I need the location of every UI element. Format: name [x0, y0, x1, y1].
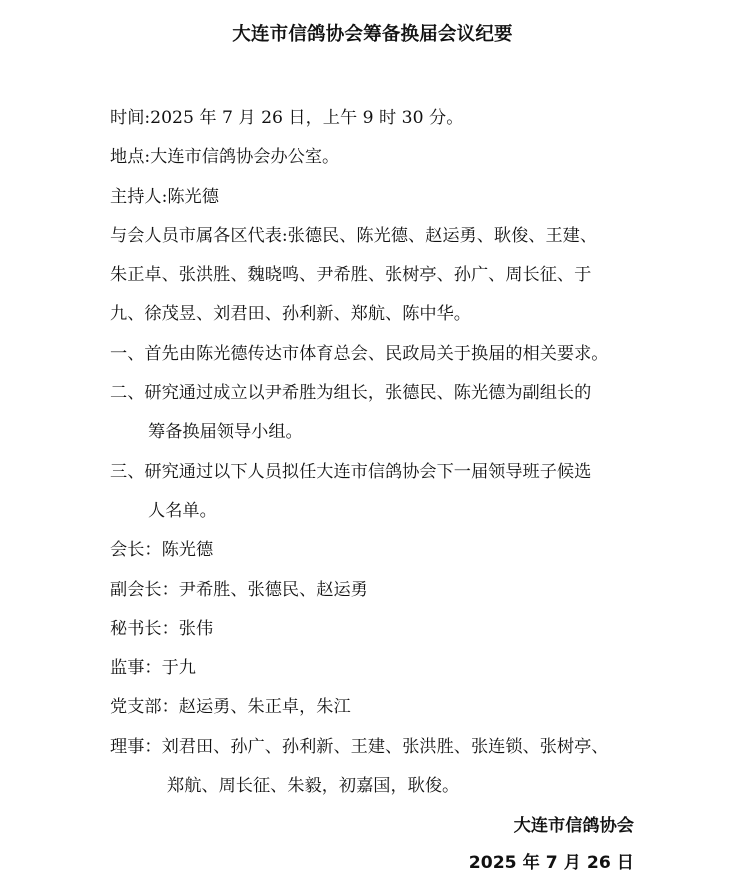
attendees-line-3: 九、徐茂昱、刘君田、孙利新、郑航、陈中华。: [110, 304, 471, 325]
item-two-line-2: 筹备换届领导小组。: [148, 422, 303, 443]
meeting-location-line: 地点:大连市信鸽协会办公室。: [110, 147, 340, 168]
attendees-line-2: 朱正卓、张洪胜、魏晓鸣、尹希胜、张树亭、孙广、周长征、于: [110, 265, 592, 286]
attendees-line-1: 与会人员市属各区代表:张德民、陈光德、赵运勇、耿俊、王建、: [110, 225, 598, 246]
item-two-line-1: 二、研究通过成立以尹希胜为组长，张德民、陈光德为副组长的: [110, 383, 592, 404]
signature-organization: 大连市信鸽协会: [513, 816, 634, 836]
document-title: 大连市信鸽协会筹备换届会议纪要: [232, 24, 513, 45]
directors-line-1: 理事：刘君田、孙广、孙利新、王建、张洪胜、张连锁、张树亭、: [110, 736, 609, 757]
item-three-line-2: 人名单。: [148, 500, 217, 521]
signature-date: 2025 年 7 月 26 日: [468, 853, 634, 873]
vice-president-line: 副会长：尹希胜、张德民、赵运勇: [110, 579, 368, 600]
secretary-general-line: 秘书长：张伟: [110, 618, 214, 639]
directors-line-2: 郑航、周长征、朱毅，初嘉国，耿俊。: [167, 776, 460, 797]
party-branch-line: 党支部：赵运勇、朱正卓，朱江: [110, 697, 351, 718]
item-three-line-1: 三、研究通过以下人员拟任大连市信鸽协会下一届领导班子候选: [110, 461, 592, 482]
supervisor-line: 监事：于九: [110, 658, 196, 679]
meeting-time-line: 时间:2025 年 7 月 26 日，上午 9 时 30 分。: [110, 108, 464, 128]
item-one-line: 一、首先由陈光德传达市体育总会、民政局关于换届的相关要求。: [110, 343, 609, 364]
document-body: [110, 99, 650, 806]
meeting-host-line: 主持人:陈光德: [110, 186, 219, 207]
president-line: 会长：陈光德: [110, 540, 214, 561]
